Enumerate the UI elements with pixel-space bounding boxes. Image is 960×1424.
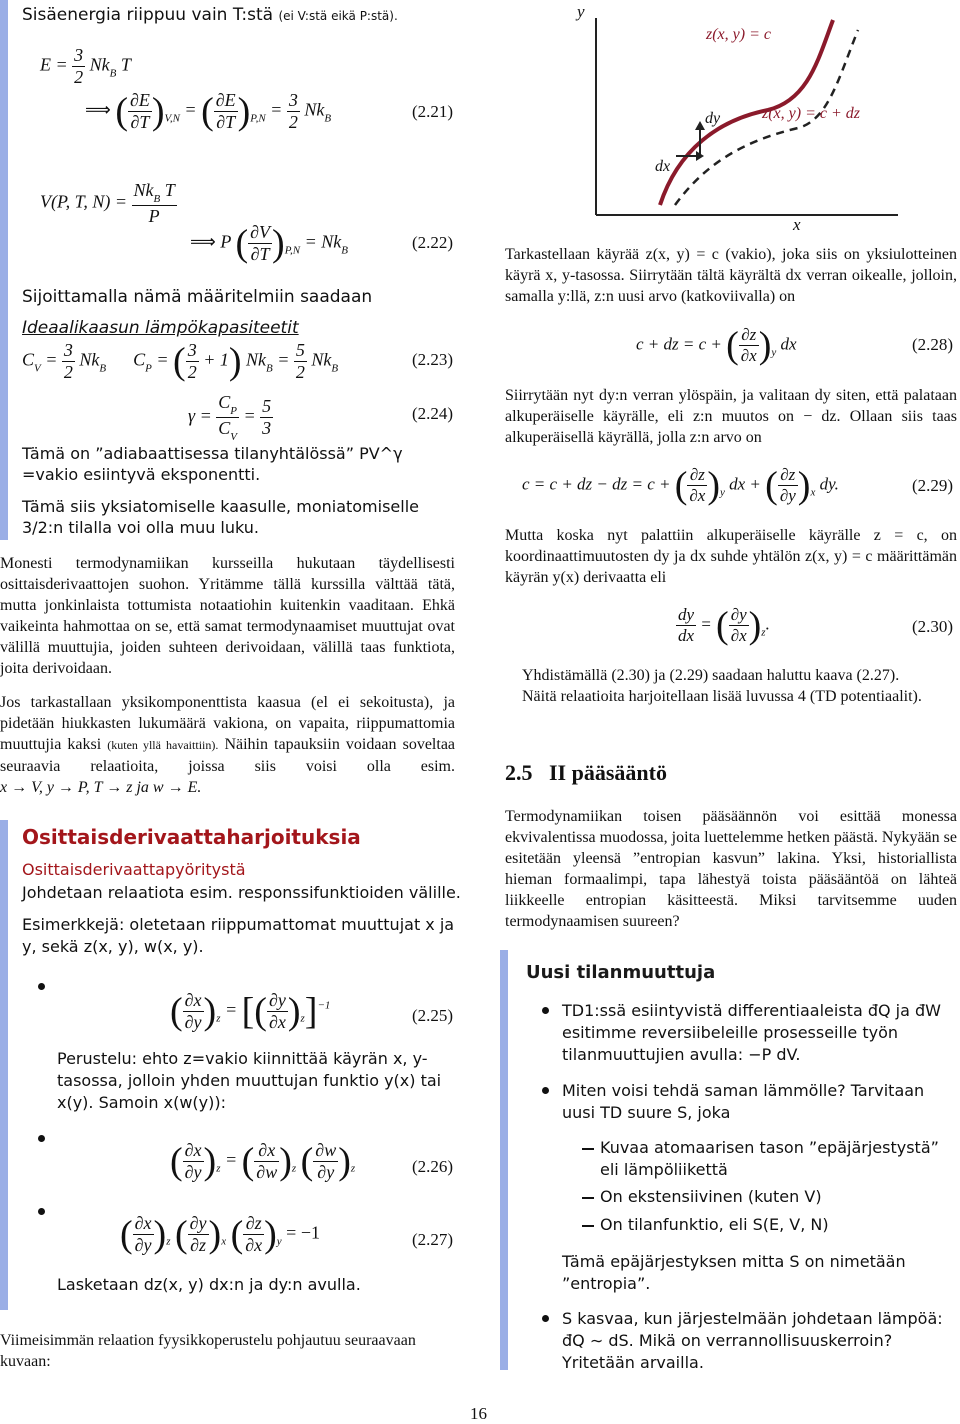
eqno-228: (2.28) (912, 335, 954, 354)
accent-bar-box (0, 820, 8, 1310)
entropy-line: Tämä epäjärjestyksen mitta S on nimetään ”entropia”. (562, 1252, 906, 1293)
right-paragraph-2: Siirrytään nyt dy:n verran ylöspäin, ja valitaan dy siten, että palataan alkuperäiselle käyrälle, eli z:n muutos on − dz. Ollaan siis taas alkuperäisellä käyrällä, jolla z:n arvo on (505, 387, 957, 446)
dash-2-text: On ekstensiivinen (kuten V) (600, 1187, 822, 1206)
right-paragraph-6: Termodynamiikan toisen pääsäännön voi esittää monessa ekvivalentissa muodossa, joita luettelemme hetken päästä. Nykyään se esitetään yleensä ”entropian kasvun” lakina. Yksi, historiallista hieman formaalimpi, tapa lähestyä toista pääsääntöä on lähteä liikkeelle entropian käsitteestä. Miksi tarvitsemme uuden termodynaamisen suureen? (505, 808, 957, 930)
eqno-223: (2.23) (412, 350, 454, 369)
eqno-225: (2.25) (412, 1006, 454, 1025)
eqno-227: (2.27) (412, 1230, 454, 1249)
right-bullet-1 (542, 1007, 549, 1014)
exercise-box-example: Esimerkkejä: oletetaan riippumattomat muuttujat x ja y, sekä z(x, y), w(x, y). (22, 915, 455, 956)
eq-225: ( $\frac{\partial x}{\partial y}$ )$_z$ = [( $\frac{\partial y}{\partial x}$ )$_z]^{-1}$ (170, 990, 331, 1033)
figure-axis-x: x (793, 215, 801, 234)
basis-text: Perustelu: ehto z=vakio kiinnittää käyrän x, y-tasossa, jolloin yhden muuttujan funktio y(x) tai x(y). Samoin x(w(y)): (57, 1049, 442, 1112)
eqno-222: (2.22) (412, 233, 454, 252)
right-paragraph-4: Yhdistämällä (2.30) ja (2.29) saadaan haluttu kaava (2.27). (522, 667, 900, 684)
eq-223: $C_V$ = $\frac{3}{2}$ $Nk_B$ $C_P$ = ( $\frac{3}{2}$ + 1) $Nk_B$ = $\frac{5}{2}$ $Nk_B$ (22, 340, 339, 383)
right-paragraph-3: Mutta koska nyt palattiin alkuperäiselle käyrälle z = c, on koordinaattimuutosten dy ja dx suhde yhtälön z(x, y) = c määrittämän käyrän y(x) derivaatta eli (505, 527, 957, 586)
eqno-230: (2.30) (912, 617, 954, 636)
new-state-variable-title: Uusi tilanmuuttuja (526, 962, 716, 983)
eqno-224: (2.24) (412, 404, 454, 423)
dash-1 (582, 1148, 594, 1150)
eq-226: ( $\frac{\partial x}{\partial y}$ )$_z$ = ( $\frac{\partial x}{\partial w}$ )$_z$ ( $\frac{\partial w}{\partial y}$ )$_z$ (170, 1140, 356, 1183)
right-paragraph-5: Näitä relaatioita harjoitellaan lisää luvussa 4 (TD potentiaalit). (522, 688, 922, 705)
right-paragraph-1: Tarkastellaan käyrää z(x, y) = c (vakio), joka siis on yksiulotteinen käyrä x, y-tasossa. Siirrytään tältä käyrältä dx verran oikealle, jolloin, samalla y:llä, z:n uusi arvo (katkoviivalla) on (505, 246, 957, 305)
paragraph-variables: Jos tarkastallaan yksikomponenttista kaasua (el ei sekoitusta), ja pidetään hiukkasten lukumäärä vakiona, on vapaita, riippumattomia muuttujia kaksi (kuten yllä havaittiin). Näihin tapauksiin voidaan soveltaa seuraavia relaatioita, joissa siis voisi olla esim. x → V, y → P, T → z ja w → E. (0, 694, 456, 796)
dy-arrow-head (695, 121, 705, 130)
figure-dx-label: dx (655, 158, 671, 175)
right-bullet-2-text: Miten voisi tehdä saman lämmölle? Tarvitaan uusi TD suure S, joka (562, 1081, 925, 1122)
page-number: 16 (470, 1404, 487, 1423)
dash-1-text: Kuvaa atomaarisen tason ”epäjärjestystä” eli lämpöliikettä (600, 1138, 939, 1179)
figure-curve2-label: z(x, y) = c + dz (762, 105, 861, 122)
eqno-226: (2.26) (412, 1157, 454, 1176)
right-bullet-3 (542, 1315, 549, 1322)
accent-bar-top (0, 0, 8, 540)
figure-axis-y: y (577, 2, 585, 21)
eqno-229: (2.29) (912, 476, 954, 495)
dash-2 (582, 1197, 594, 1199)
calc-line: Lasketaan dz(x, y) dx:n ja dy:n avulla. (57, 1275, 361, 1294)
exercise-box-title: Osittaisderivaattaharjoituksia (22, 825, 361, 849)
right-bullet-3-text: S kasvaa, kun järjestelmään johdetaan lämpöä: đQ ∼ dS. Mikä on verrannollisuuskerroin? Yritetään arvailla. (562, 1309, 943, 1372)
eq-230: $\frac{dy}{dx}$ = ( $\frac{\partial y}{\partial x}$ )$_z$. (678, 604, 770, 647)
bullet-3 (38, 1208, 45, 1215)
right-bullet-2 (542, 1087, 549, 1094)
eq-227: ( $\frac{\partial x}{\partial y}$ )$_z$ ( $\frac{\partial y}{\partial z}$ )$_x$ ( $\frac{\partial z}{\partial x}$ )$_y = -1$ (120, 1213, 320, 1256)
bullet-2 (38, 1135, 45, 1142)
eq-224: γ = $\frac{C_P}{C_V}$ = $\frac{5}{3}$ (188, 392, 272, 443)
dash-3-text: On tilanfunktio, eli S(E, V, N) (600, 1215, 829, 1234)
paragraph-notation: Monesti termodynamiikan kursseilla hukutaan täydellisesti osittaisderivaattojen suohon. Yritämme tällä kurssilla välttää tätä, mutta jonkinlaista tottumista notaatiohin kuitenkin vaaditaan. Ehkä vaikeinta hahmottaa on se, että samat termodynaamiset muuttujat ovat välillä muuttujia, joiden suhteen derivoidaan, välillä taas funktiota, joita derivoidaan. (0, 555, 455, 677)
eq-221: ⟹ ( $\frac{\partial E}{\partial T}$ )$_{V,N}$ = ( $\frac{\partial E}{\partial T}$ )$_{P,N}$ = $\frac{3}{2}$ $Nk_B$ (85, 90, 332, 133)
figure-curve1-label: z(x, y) = c (706, 26, 771, 43)
adiabatic-note: Tämä on ”adiabaattisessa tilanyhtälössä” PV^γ =vakio esiintyvä eksponentti. (22, 444, 403, 484)
eq-228: c + dz = c + ( $\frac{\partial z}{\partial x}$ )$_y$ dx (636, 324, 797, 367)
eq-energy: E = $\frac{3}{2}$ $Nk_B$ T (40, 45, 131, 87)
accent-bar-right-box (500, 950, 508, 1370)
heading-ideal-gas: Ideaalikaasun lämpökapasiteetit (22, 318, 299, 338)
right-bullet-1-text: TD1:ssä esiintyvistä differentiaaleista đQ ja đW esitimme reversiibeleille prosesseille työn tilanmuuttujien avulla: −P dV. (562, 1001, 941, 1064)
eq-volume: V(P, T, N) = $\frac{Nk_B T}{P}$ (40, 180, 175, 226)
substitution-line: Sijoittamalla nämä määritelmiin saadaan (22, 287, 373, 307)
eq-222: ⟹ P ( $\frac{\partial V}{\partial T}$ )$_{P,N} = Nk_B$ (190, 222, 348, 265)
final-paragraph: Viimeisimmän relaation fyysikkoperustelu pohjautuu seuraavaan kuvaan: (0, 1332, 416, 1370)
exercise-box-line: Johdetaan relaatiota esim. responssifunktioiden välille. (22, 883, 461, 902)
intro-line: Sisäenergia riippuu vain T:stä (ei V:stä eikä P:stä). (22, 5, 398, 25)
figure-dy-label: dy (705, 110, 721, 127)
dash-3 (582, 1225, 594, 1227)
monoatomic-note: Tämä siis yksiatomiselle kaasulle, moniatomiselle 3/2:n tilalla voi olla muu luku. (22, 497, 419, 537)
exercise-box-subtitle: Osittaisderivaattapyöritystä (22, 860, 246, 879)
bullet-1 (38, 983, 45, 990)
section-heading: 2.5 II pääsääntö (505, 760, 667, 785)
eqno-221: (2.21) (412, 102, 454, 121)
eq-229: c = c + dz − dz = c + ( $\frac{\partial z}{\partial x}$ )$_y$ dx + ( $\frac{\partial z}{\partial y}$ )$_x$ dy. (522, 464, 839, 507)
